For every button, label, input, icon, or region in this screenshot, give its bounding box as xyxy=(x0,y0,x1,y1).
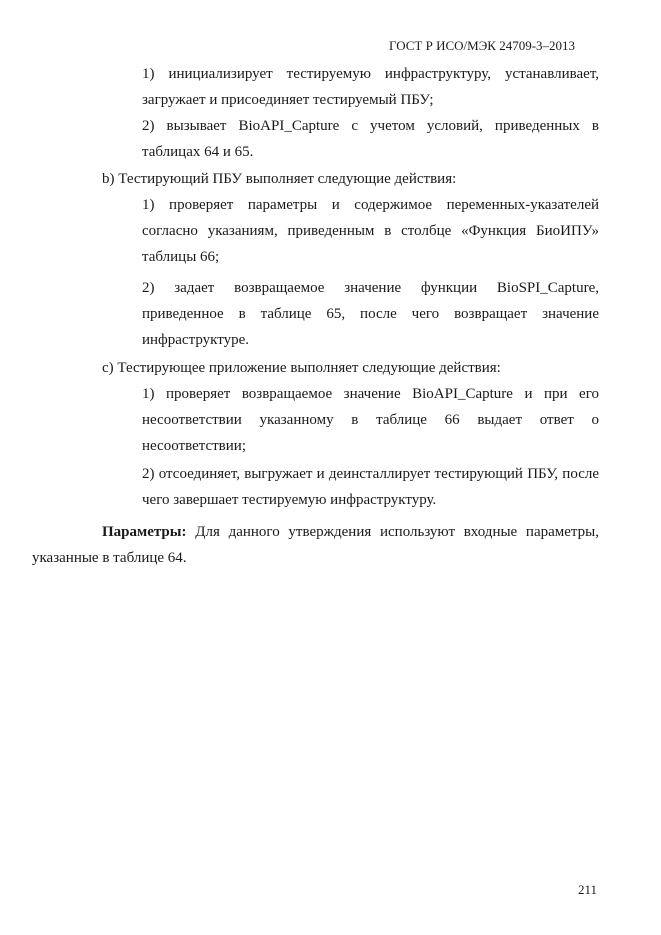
list-item-c2: 2) отсоединяет, выгружает и деинсталлирует тестирующий ПБУ, после чего завершает тестируемую инфраструктуру. xyxy=(142,466,599,508)
parameters-text: Для данного утверждения используют входные параметры, указанные в таблице 64. xyxy=(32,524,599,566)
parameters-paragraph xyxy=(32,519,599,571)
list-item-c: c) Тестирующее приложение выполняет следующие действия: xyxy=(102,360,501,376)
document-header: ГОСТ Р ИСО/МЭК 24709-3–2013 xyxy=(389,38,576,53)
list-item-a2: 2) вызывает BioAPI_Capture с учетом условий, приведенных в таблицах 64 и 65. xyxy=(142,118,599,160)
list-item-a1: 1) инициализирует тестируемую инфраструктуру, устанавливает, загружает и присоединяет тестируемый ПБУ; xyxy=(142,66,599,108)
list-item-b1: 1) проверяет параметры и содержимое переменных-указателей согласно указаниям, приведенным в столбце «Функция БиоИПУ» таблицы 66; xyxy=(142,197,599,265)
list-item-b2: 2) задает возвращаемое значение функции BioSPI_Capture, приведенное в таблице 65, после чего возвращает значение инфраструктуре. xyxy=(142,280,599,348)
list-item-c1: 1) проверяет возвращаемое значение BioAPI_Capture и при его несоответствии указанному в таблице 66 выдает ответ о несоответствии; xyxy=(142,386,599,454)
list-item-b: b) Тестирующий ПБУ выполняет следующие действия: xyxy=(102,171,457,187)
parameters-label: Параметры: xyxy=(102,524,187,540)
page-number: 211 xyxy=(578,882,598,897)
